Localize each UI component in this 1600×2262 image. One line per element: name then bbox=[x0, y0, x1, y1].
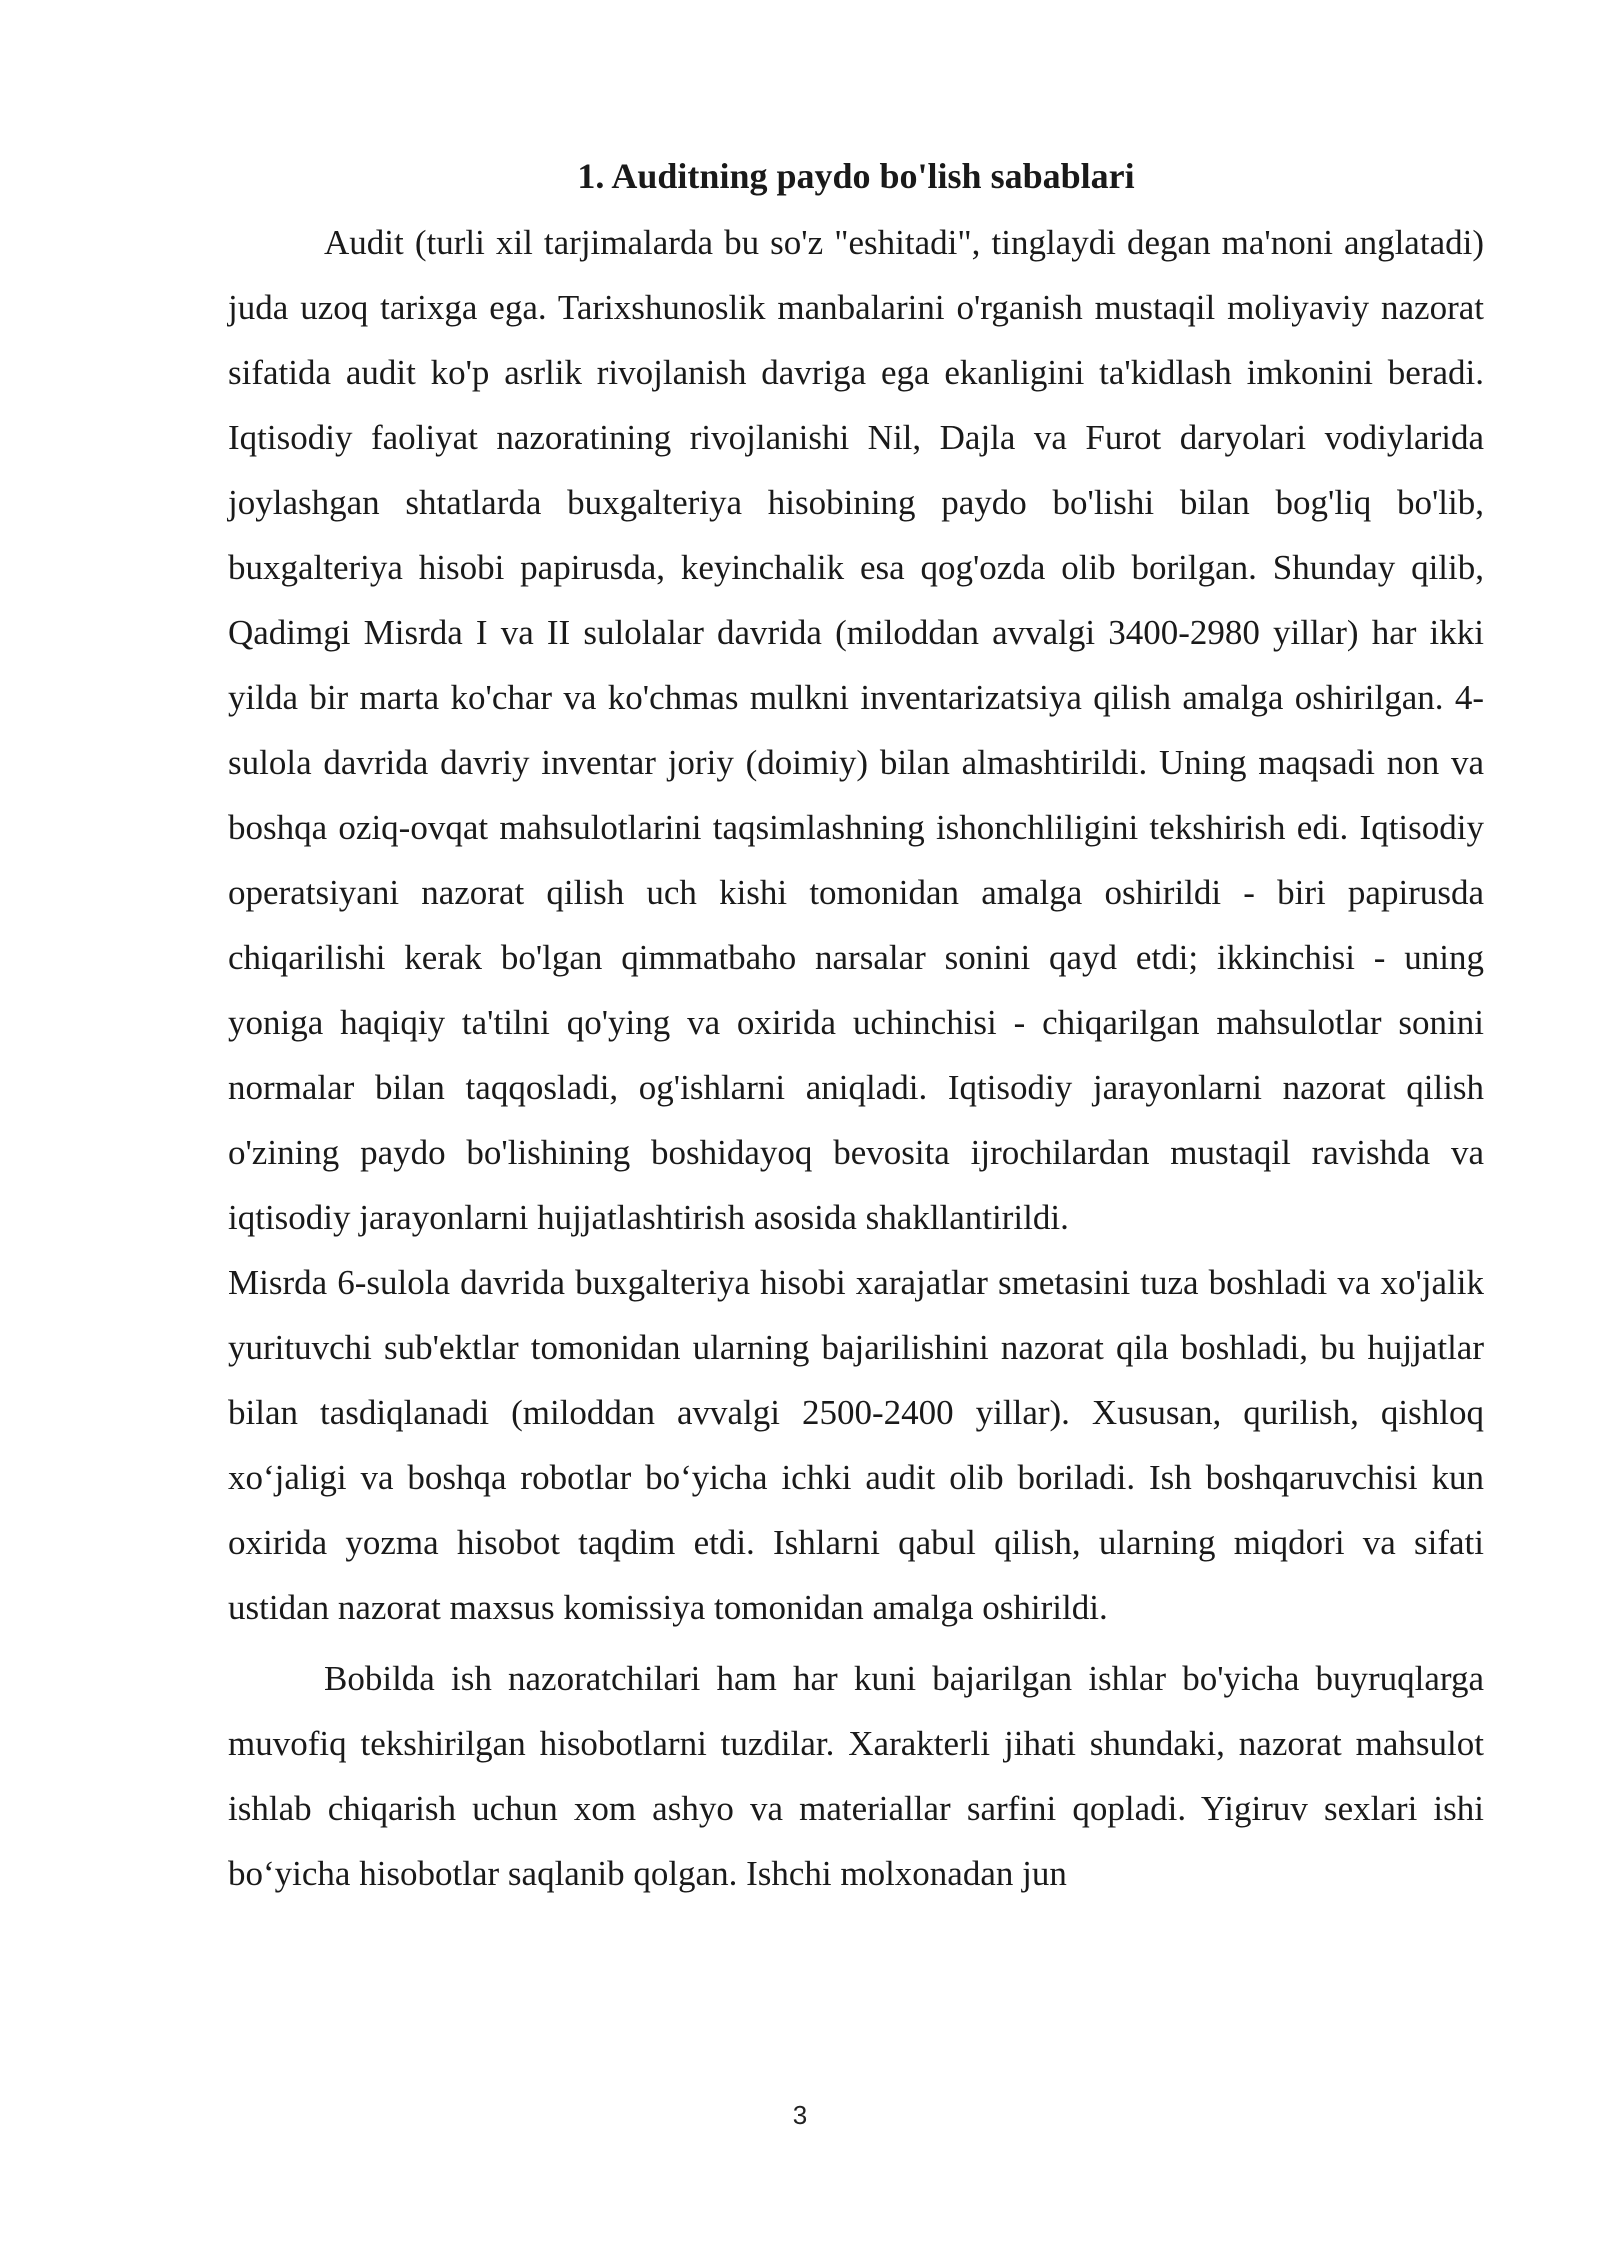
page-number: 3 bbox=[792, 2100, 808, 2130]
paragraph-2: Misrda 6-sulola davrida buxgalteriya hisobi xarajatlar smetasini tuza boshladi va xo'jalik yurituvchi sub'ektlar tomonidan ularning bajarilishini nazorat qila boshladi, bu hujjatlar bilan tasdiqlanadi (miloddan avvalgi 2500-2400 yillar). Xususan, qurilish, qishloq xo‘jaligi va boshqa robotlar bo‘yicha ichki audit olib boriladi. Ish boshqaruvchisi kun oxirida yozma hisobot taqdim etdi. Ishlarni qabul qilish, ularning miqdori va sifati ustidan nazorat maxsus komissiya tomonidan amalga oshirildi. bbox=[228, 1263, 1484, 1627]
document-page bbox=[228, 150, 1484, 1906]
paragraph-1: Audit (turli xil tarjimalarda bu so'z "eshitadi", tinglaydi degan ma'noni anglatadi) juda uzoq tarixga ega. Tarixshunoslik manbalarini o'rganish mustaqil moliyaviy nazorat sifatida audit ko'p asrlik rivojlanish davriga ega ekanligini ta'kidlash imkonini beradi. Iqtisodiy faoliyat nazoratining rivojlanishi Nil, Dajla va Furot daryolari vodiylarida joylashgan shtatlarda buxgalteriya hisobining paydo bo'lishi bilan bog'liq bo'lib, buxgalteriya hisobi papirusda, keyinchalik esa qog'ozda olib borilgan. Shunday qilib, Qadimgi Misrda I va II sulolalar davrida (miloddan avvalgi 3400-2980 yillar) har ikki yilda bir marta ko'char va ko'chmas mulkni inventarizatsiya qilish amalga oshirilgan. 4-sulola davrida davriy inventar joriy (doimiy) bilan almashtirildi. Uning maqsadi non va boshqa oziq-ovqat mahsulotlarini taqsimlashning ishonchliligini tekshirish edi. Iqtisodiy operatsiyani nazorat qilish uch kishi tomonidan amalga oshirildi - biri papirusda chiqarilishi kerak bo'lgan qimmatbaho narsalar sonini qayd etdi; ikkinchisi - uning yoniga haqiqiy ta'tilni qo'ying va oxirida uchinchisi - chiqarilgan mahsulotlar sonini normalar bilan taqqosladi, og'ishlarni aniqladi. Iqtisodiy jarayonlarni nazorat qilish o'zining paydo bo'lishining boshidayoq bevosita ijrochilardan mustaqil ravishda va iqtisodiy jarayonlarni hujjatlashtirish asosida shakllantirildi. bbox=[228, 223, 1484, 1237]
section-title: 1. Auditning paydo bo'lish sabablari bbox=[577, 156, 1135, 196]
paragraph-3: Bobilda ish nazoratchilari ham har kuni bajarilgan ishlar bo'yicha buyruqlarga muvofiq tekshirilgan hisobotlarni tuzdilar. Xarakterli jihati shundaki, nazorat mahsulot ishlab chiqarish uchun xom ashyo va materiallar sarfini qopladi. Yigiruv sexlari ishi bo‘yicha hisobotlar saqlanib qolgan. Ishchi molxonadan jun bbox=[228, 1659, 1484, 1893]
